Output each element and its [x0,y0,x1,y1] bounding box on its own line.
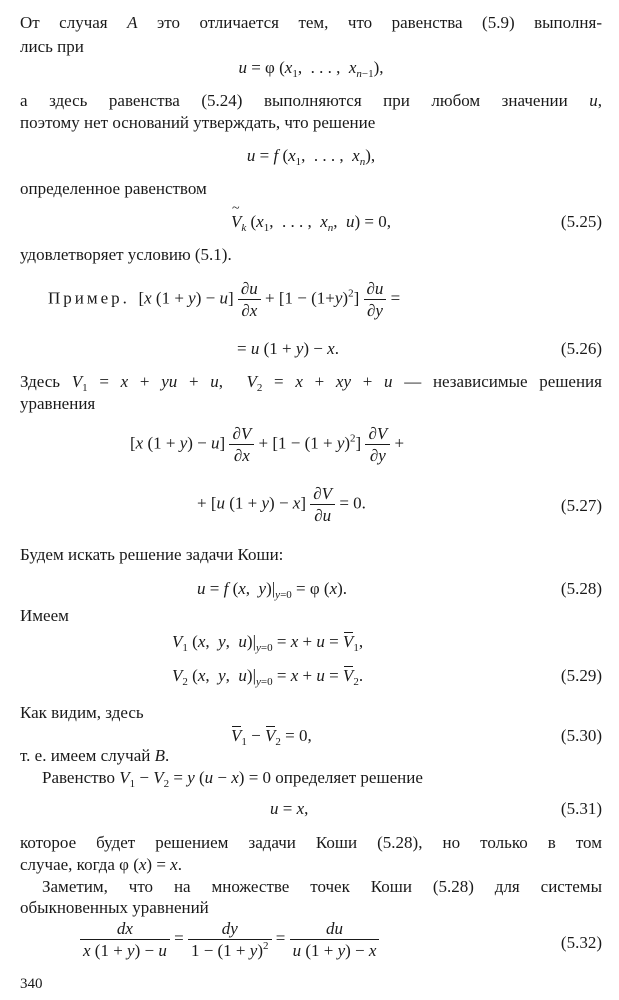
text-line: удовлетворяет условию (5.1). [20,245,232,264]
text-line: а здесь равенства (5.24) выполняются при любом значении u, [20,91,602,110]
equation-number: (5.31) [560,799,602,818]
equation: u = f ($x_1$, . . . , $x_n$), [246,146,376,168]
equation: $V_2$ (x, y, $u)|_{y=0} = x + u = V_2$. [172,666,364,688]
equation: u = φ ($x_1$, . . . , $x_{n-1}$), [238,58,384,80]
equation: Пример. [x (1 + y) − u] $\frac{\partial u}{\partial x}$ + $[1 - (1+y)^2]$ $\frac{\partial u}{\partial y}$ = [48,279,401,321]
equation: + [u (1 + y) − x] $\frac{\partial V}{\partial u}$ = 0. [197,484,366,526]
equation-number: (5.32) [560,933,602,952]
text-line: От случая A это отличается тем, что равенства (5.9) выполня- [20,13,602,32]
text-line: лись при [20,37,84,56]
equation: $V_1 - V_2 = 0$, [231,726,312,748]
text-line: Равенство $V_1 - V_2 = y$ (u − x) = 0 определяет решение [42,768,423,790]
text-line: уравнения [20,394,96,413]
equation-number: (5.26) [560,339,602,358]
text-line: Будем искать решение задачи Коши: [20,545,284,564]
text-line: случае, когда φ (x) = x. [20,855,182,874]
text-line: поэтому нет оснований утверждать, что решение [20,113,376,132]
text-line: т. е. имеем случай B. [20,746,170,765]
page-number: 340 [20,976,43,992]
text-line: Здесь $V_1 = x$ + yu + u, $V_2 = x$ + xy + u — независимые решения [20,372,602,394]
text-line: которое будет решением задачи Коши (5.28), но только в том [20,833,602,852]
equation: [x (1 + y) − u] $\frac{\partial V}{\partial x}$ + $[1 - (1 + y)^2]$ $\frac{\partial V}{\partial y}$ + [130,424,405,466]
equation: u = x, [270,799,309,818]
equation: $V_1$ (x, y, $u)|_{y=0} = x + u = V_1$, [172,632,364,654]
text-line: Имеем [20,606,69,625]
text-line: обыкновенных уравнений [20,898,209,917]
text-line: Заметим, что на множестве точек Коши (5.28) для системы [42,877,602,896]
equation: u = f (x, $y)|_{y=0} = \varphi$ (x). [197,579,348,601]
equation-number: (5.25) [560,212,602,231]
equation: ~ $V_k$ ($x_1$, . . . , $x_n$, u) = 0, [20,211,602,232]
equation-number: (5.29) [560,666,602,685]
equation-number: (5.28) [560,579,602,598]
equation: = u (1 + y) − x. [237,339,339,358]
equation: $\frac{dx}{x (1 + y) - u}$ = $\frac{dy}{1 - (1 + y)^2}$ = $\frac{du}{u (1 + y) - x}$ [80,918,379,962]
text-line: Как видим, здесь [20,703,144,722]
equation-number: (5.27) [560,496,602,515]
equation-number: (5.30) [560,726,602,745]
text-line: определенное равенством [20,179,207,198]
